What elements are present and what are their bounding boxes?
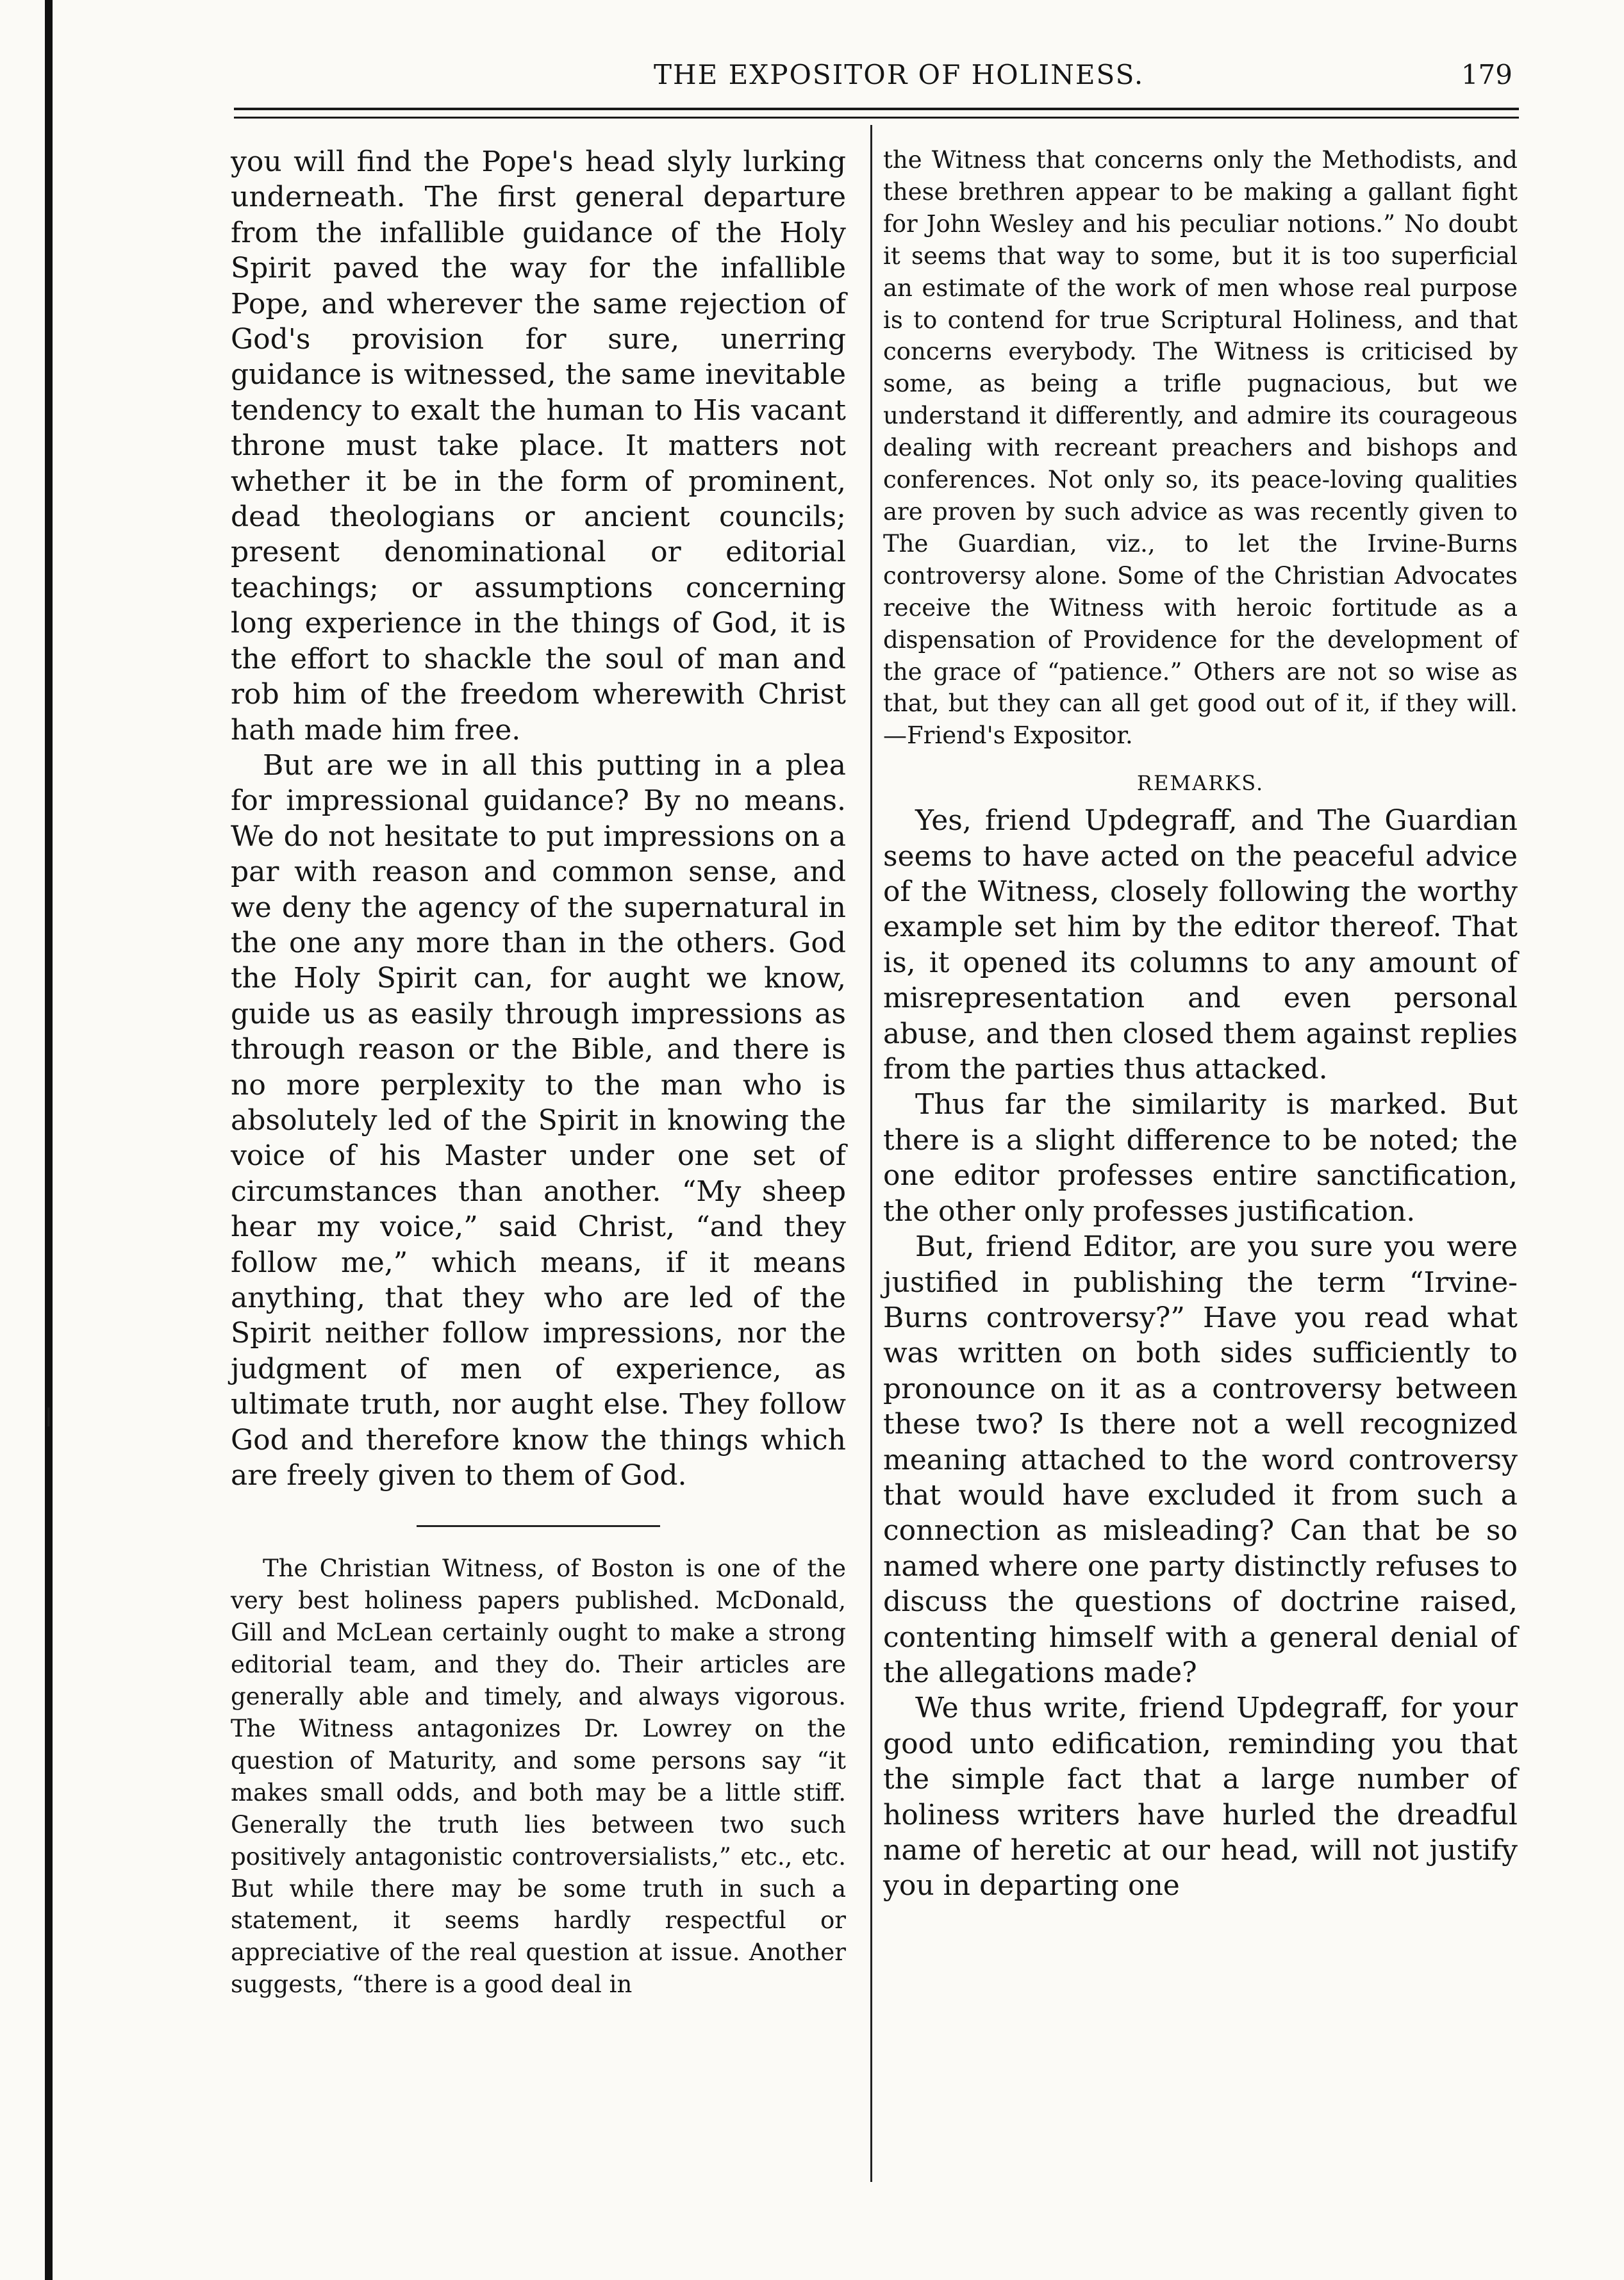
page-number: 179 [1461,59,1512,90]
left-column [231,144,846,2001]
header-rule-bottom [234,117,1519,119]
book-spine-shadow [45,0,53,2280]
paragraph-closing: We thus write, friend Updegraff, for your good unto edification, reminding you that the simple fact that a large number of holiness writers have hurled the dreadful name of heretic at our head, will not justify you in departing one [883,1692,1518,1903]
paragraph-popes-head: you will find the Pope's head slyly lurking underneath. The first general departure from the infallible guidance of the Holy Spirit paved the way for the infallible Pope, and wherever the same rejection of God's provision for sure, unerring guidance is witnessed, the same inevitable tendency to exalt the human to His vacant throne must take place. It matters not whether it be in the form of prominent, dead theologians or ancient councils; present denominational or editorial teachings; or assumptions concerning long experience in the things of God, it is the effort to shackle the soul of man and rob him of the freedom wherewith Christ hath made him free. [231,145,846,747]
paragraph-witness-continued: the Witness that concerns only the Methodists, and these brethren appear to be making a gallant fight for John Wesley and his peculiar notions.” No doubt it seems that way to some, but it is too superficial an estimate of the work of men whose real purpose is to contend for true Scriptural Holiness, and that concerns everybody. The Witness is criticised by some, as being a trifle pugnacious, but we understand it differently, and admire its courageous dealing with recreant preachers and bishops and conferences. Not only so, its peace-loving qualities are proven by such advice as was recently given to The Guardian, viz., to let the Irvine-Burns controversy alone. Some of the Christian Advocates receive the Witness with heroic fortitude as a dispensation of Providence for the development of the grace of “patience.” Others are not so wise as that, but they can all get good out of it, if they will.—Friend's Expositor. [883,146,1518,750]
header-rule-top [234,108,1519,110]
margin-pencil-mark: ǀ [45,1403,53,1433]
paragraph-christian-witness: The Christian Witness, of Boston is one of the very best holiness papers published. McDonald, Gill and McLean certainly ought to make a strong editorial team, and they do. Their articles are generally able and timely, and always vigorous. The Witness antagonizes Dr. Lowrey on the question of Maturity, and some persons say “it makes small odds, and both may be a little stiff. Generally the truth lies between two such positively antagonistic controversialists,” etc., etc. But while there may be some truth in such a statement, it seems hardly respectful or appreciative of the real question at issue. Another suggests, “there is a good deal in [231,1555,846,1999]
remarks-heading: REMARKS. [1136,771,1264,796]
paragraph-impressional-guidance: But are we in all this putting in a plea for impressional guidance? By no means. We do not hesitate to put impressions on a par with reason and common sense, and we deny the agency of the supernatural in the one any more than in the others. God the Holy Spirit can, for aught we know, guide us as easily through impressions as through reason or the Bible, and there is no more perplexity to the man who is absolutely led of the Spirit in knowing the voice of his Master under one set of circumstances than another. “My sheep hear my voice,” said Christ, “and they follow me,” which means, if it means anything, that they who are led of the Spirit neither follow impressions, nor the judgment of men of experience, as ultimate truth, nor aught else. They follow God and therefore know the things which are freely given to them of God. [231,748,846,1492]
right-column [883,144,1518,1904]
paragraph-similarity: Thus far the similarity is marked. But there is a slight difference to be noted; the one editor professes entire sanctification, the other only professes justification. [883,1088,1518,1228]
running-header [237,59,1512,104]
journal-title: THE EXPOSITOR OF HOLINESS. [654,59,1145,90]
section-separator [417,1525,660,1527]
paragraph-controversy-question: But, friend Editor, are you sure you were justified in publishing the term “Irvine-Burns controversy?” Have you read what was written on both sides sufficiently to pronounce on it as a controversy between these two? Is there not a well recognized meaning attached to the word controversy that would have excluded it from such a connection as misleading? Can that be so named where one party distinctly refuses to discuss the questions of doctrine raised, contenting himself with a general denial of the allegations made? [883,1230,1518,1689]
column-divider [870,125,872,2182]
paragraph-remarks-guardian: Yes, friend Updegraff, and The Guardian seems to have acted on the peaceful advice of the Witness, closely following the worthy example set him by the editor thereof. That is, it opened its columns to any amount of misrepresentation and even personal abuse, and then closed them against replies from the parties thus attacked. [883,804,1518,1086]
